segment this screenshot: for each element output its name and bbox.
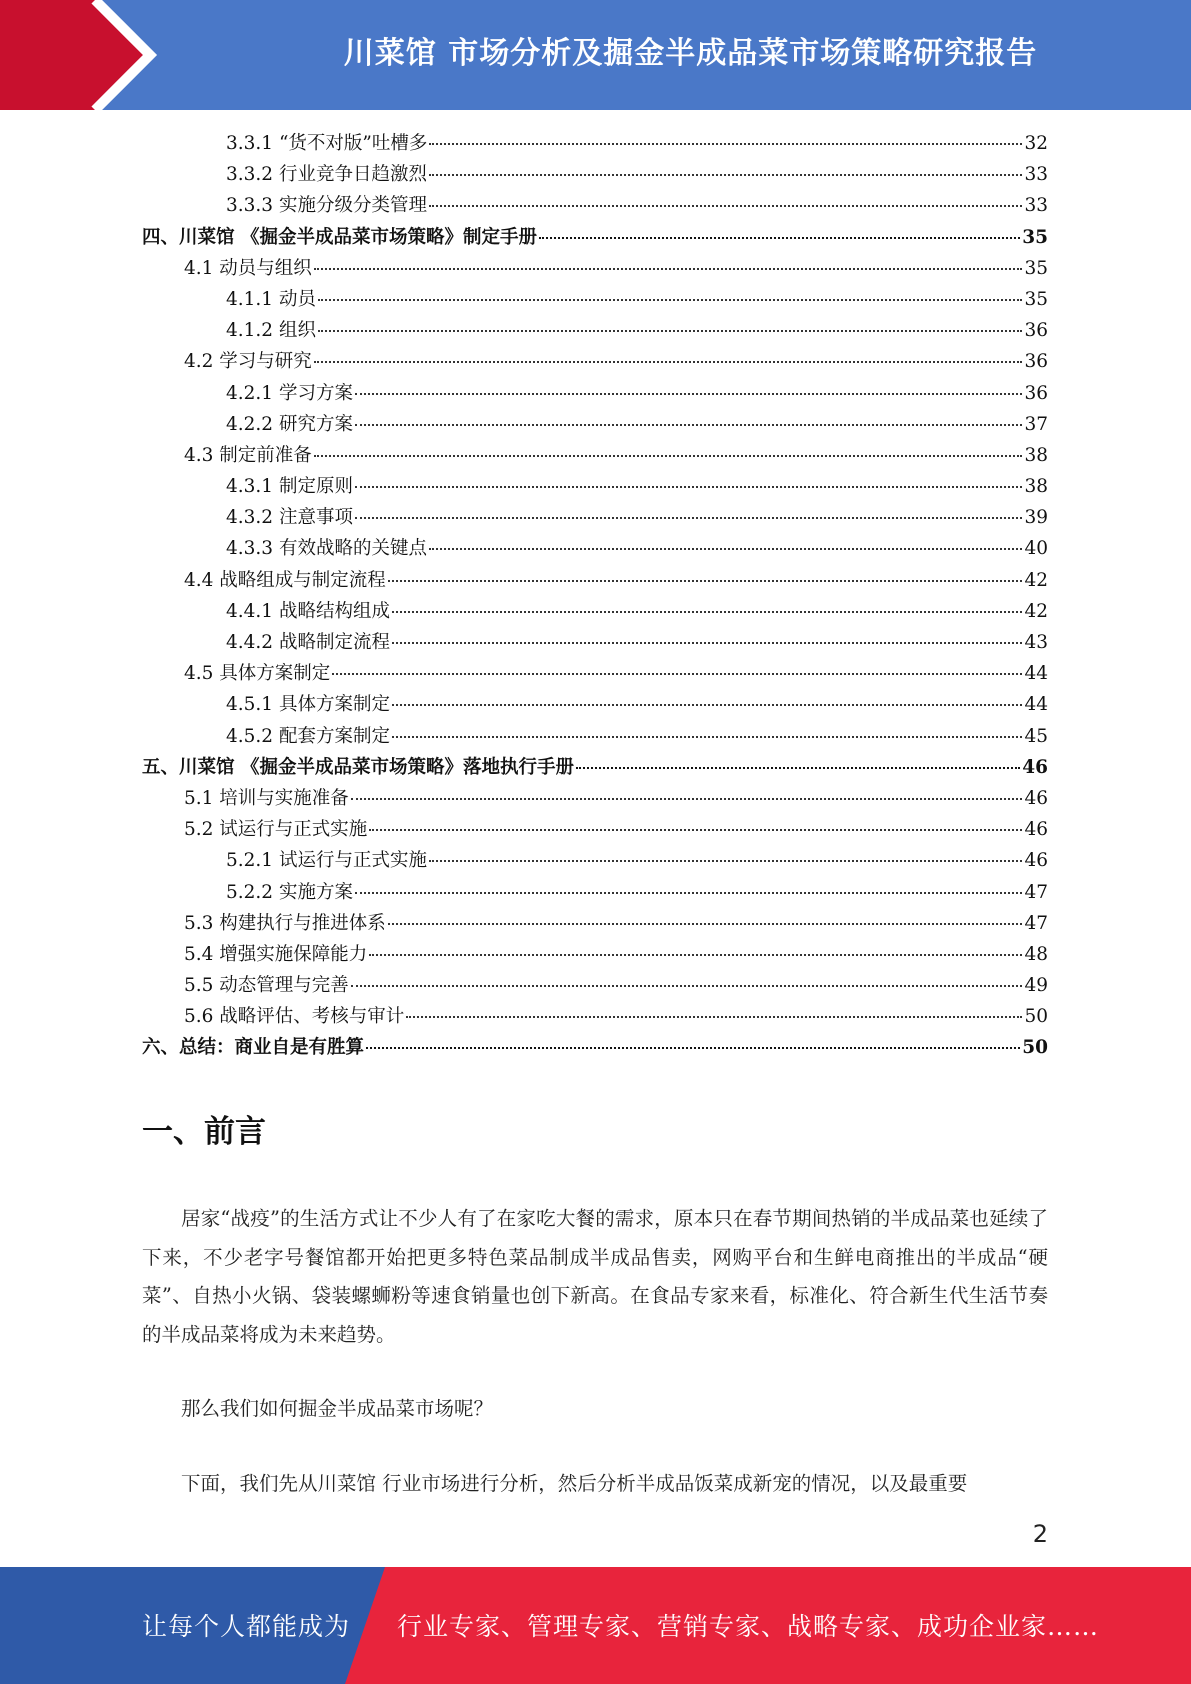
toc-dot-leader: [355, 516, 1023, 519]
footer-slogan-right: 行业专家、管理专家、营销专家、战略专家、成功企业家……: [397, 1612, 1100, 1641]
toc-entry-title: 4.1 动员与组织: [184, 257, 312, 279]
toc-dot-leader: [314, 267, 1023, 270]
toc-entry[interactable]: [142, 814, 1048, 845]
footer-slogan-left: 让每个人都能成为: [142, 1612, 351, 1641]
table-of-contents: [142, 128, 1048, 1064]
toc-dot-leader: [388, 922, 1023, 925]
toc-entry[interactable]: [142, 565, 1048, 596]
toc-dot-leader: [429, 142, 1022, 145]
toc-dot-leader: [318, 298, 1023, 301]
toc-entry-title: 4.3.1 制定原则: [226, 476, 353, 498]
toc-entry-title: 5.4 增强实施保障能力: [184, 943, 368, 965]
toc-dot-leader: [392, 610, 1022, 613]
toc-entry-title: 4.4.2 战略制定流程: [226, 632, 390, 653]
toc-entry[interactable]: [142, 970, 1048, 1001]
toc-entry[interactable]: [142, 222, 1048, 253]
toc-entry[interactable]: [142, 159, 1048, 190]
toc-entry[interactable]: [142, 315, 1048, 346]
toc-entry-page: 46: [1024, 850, 1048, 872]
page-header: [0, 0, 1191, 110]
toc-entry-title: 4.5 具体方案制定: [184, 663, 331, 685]
toc-entry-page: 42: [1024, 600, 1048, 622]
toc-entry-page: 45: [1024, 725, 1048, 747]
toc-dot-leader: [388, 579, 1023, 582]
toc-dot-leader: [318, 329, 1023, 332]
toc-entry[interactable]: [142, 378, 1048, 409]
toc-dot-leader: [429, 204, 1022, 207]
toc-entry-page: 47: [1024, 881, 1048, 903]
toc-dot-leader: [429, 859, 1022, 862]
toc-dot-leader: [539, 236, 1020, 239]
toc-entry[interactable]: [142, 440, 1048, 471]
toc-entry-page: 35: [1024, 257, 1048, 279]
toc-entry-page: 38: [1024, 476, 1048, 498]
toc-entry-title: 4.1.2 组织: [226, 320, 316, 342]
toc-entry[interactable]: [142, 1032, 1048, 1063]
toc-entry-page: 46: [1022, 756, 1048, 778]
toc-entry-title: 5.5 动态管理与完善: [184, 975, 349, 997]
toc-entry-title: 六、总结：商业自是有胜算: [142, 1037, 365, 1059]
toc-entry-page: 49: [1024, 975, 1048, 997]
toc-entry-title: 5.2.1 试运行与正式实施: [226, 850, 427, 872]
toc-dot-leader: [406, 1015, 1022, 1018]
toc-entry-page: 38: [1024, 444, 1048, 466]
toc-entry-page: 44: [1024, 694, 1048, 716]
body-paragraph: 那么我们如何掘金半成品菜市场呢？: [181, 1397, 494, 1420]
toc-entry[interactable]: [142, 471, 1048, 502]
toc-entry-page: 50: [1024, 1006, 1048, 1028]
toc-entry-page: 35: [1022, 226, 1048, 248]
toc-entry[interactable]: [142, 1001, 1048, 1032]
toc-entry-title: 四、川菜馆 《掘金半成品菜市场策略》制定手册: [142, 226, 537, 248]
toc-entry[interactable]: [142, 783, 1048, 814]
toc-entry-page: 37: [1024, 413, 1048, 435]
toc-entry[interactable]: [142, 409, 1048, 440]
toc-entry-page: 35: [1024, 288, 1048, 310]
toc-dot-leader: [351, 797, 1023, 800]
toc-entry-page: 39: [1024, 507, 1048, 529]
toc-dot-leader: [429, 173, 1022, 176]
toc-dot-leader: [369, 953, 1022, 956]
toc-dot-leader: [355, 392, 1023, 395]
toc-entry-page: 40: [1024, 538, 1048, 560]
toc-entry[interactable]: [142, 721, 1048, 752]
toc-entry-title: 4.2 学习与研究: [184, 351, 312, 373]
body-paragraph: 下面，我们先从川菜馆 行业市场进行分析，然后分析半成品饭菜成新宠的情况，以及最重要: [181, 1472, 968, 1495]
toc-entry-title: 4.3.2 注意事项: [226, 507, 353, 529]
toc-entry-page: 33: [1024, 195, 1048, 217]
toc-dot-leader: [355, 891, 1023, 894]
toc-entry[interactable]: [142, 877, 1048, 908]
toc-entry[interactable]: [142, 346, 1048, 377]
toc-entry[interactable]: [142, 689, 1048, 720]
toc-entry-title: 4.3.3 有效战略的关键点: [226, 538, 427, 560]
toc-entry-page: 33: [1024, 164, 1048, 186]
toc-entry[interactable]: [142, 658, 1048, 689]
toc-dot-leader: [576, 766, 1020, 769]
toc-entry-title: 5.3 构建执行与推进体系: [184, 912, 386, 934]
page-footer: [0, 1567, 1191, 1684]
toc-dot-leader: [355, 423, 1023, 426]
toc-entry-title: 4.4.1 战略结构组成: [226, 600, 390, 622]
toc-dot-leader: [392, 703, 1022, 706]
section-heading: 一、前言: [142, 1114, 266, 1150]
toc-entry-title: 5.2.2 实施方案: [226, 881, 353, 903]
toc-entry[interactable]: [142, 752, 1048, 783]
toc-dot-leader: [314, 360, 1023, 363]
toc-entry[interactable]: [142, 533, 1048, 564]
toc-entry-title: 3.3.1 “货不对版”吐槽多: [226, 133, 428, 154]
toc-entry-title: 3.3.3 实施分级分类管理: [226, 195, 427, 217]
page-number: 2: [1032, 1520, 1048, 1548]
toc-entry-title: 4.5.2 配套方案制定: [226, 725, 390, 747]
toc-entry-page: 44: [1024, 663, 1048, 685]
toc-dot-leader: [314, 454, 1023, 457]
toc-entry-page: 32: [1024, 133, 1048, 154]
toc-entry-title: 4.4 战略组成与制定流程: [184, 569, 386, 591]
toc-entry[interactable]: [142, 284, 1048, 315]
toc-entry[interactable]: [142, 845, 1048, 876]
toc-entry-title: 五、川菜馆 《掘金半成品菜市场策略》落地执行手册: [142, 756, 574, 778]
toc-dot-leader: [366, 1046, 1020, 1049]
toc-entry-title: 4.3 制定前准备: [184, 444, 312, 466]
toc-dot-leader: [351, 984, 1023, 987]
toc-entry[interactable]: [142, 128, 1048, 159]
toc-entry-title: 4.5.1 具体方案制定: [226, 694, 390, 716]
toc-entry-page: 50: [1022, 1037, 1048, 1059]
toc-entry-page: 36: [1024, 382, 1048, 404]
toc-entry[interactable]: [142, 502, 1048, 533]
toc-entry-title: 5.1 培训与实施准备: [184, 787, 349, 809]
toc-entry[interactable]: [142, 253, 1048, 284]
toc-entry-title: 4.2.1 学习方案: [226, 382, 353, 404]
toc-dot-leader: [369, 828, 1022, 831]
toc-entry-page: 47: [1024, 912, 1048, 934]
toc-entry-title: 5.2 试运行与正式实施: [184, 819, 368, 841]
toc-entry-page: 42: [1024, 569, 1048, 591]
toc-dot-leader: [355, 485, 1023, 488]
toc-entry[interactable]: [142, 627, 1048, 658]
toc-dot-leader: [392, 735, 1022, 738]
toc-dot-leader: [392, 641, 1022, 644]
toc-entry-page: 48: [1024, 943, 1048, 965]
toc-entry[interactable]: [142, 908, 1048, 939]
toc-entry-page: 43: [1024, 632, 1048, 653]
toc-entry-page: 36: [1024, 351, 1048, 373]
toc-entry-page: 46: [1024, 787, 1048, 809]
toc-dot-leader: [429, 547, 1022, 550]
toc-entry[interactable]: [142, 939, 1048, 970]
toc-entry-page: 46: [1024, 819, 1048, 841]
toc-entry[interactable]: [142, 190, 1048, 221]
toc-entry-title: 4.2.2 研究方案: [226, 413, 353, 435]
body-paragraph: 居家“战疫”的生活方式让不少人有了在家吃大餐的需求，原本只在春节期间热销的半成品菜也延续了下来，不少老字号餐馆都开始把更多特色菜品制成半成品售卖，网购平台和生鲜电商推出的半成品“硬菜”、自热小火锅、袋装螺蛳粉等速食销量也创下新高。在食品专家来看，标准化、符合新生代生活节奏的半成品菜将成为未来趋势。: [142, 1207, 1048, 1346]
toc-dot-leader: [332, 672, 1022, 675]
toc-entry-title: 5.6 战略评估、考核与审计: [184, 1006, 405, 1028]
header-title: 川菜馆 市场分析及掘金半成品菜市场策略研究报告: [343, 36, 1038, 71]
toc-entry-title: 3.3.2 行业竞争日趋激烈: [226, 164, 427, 186]
toc-entry-page: 36: [1024, 320, 1048, 342]
toc-entry-title: 4.1.1 动员: [226, 288, 316, 310]
toc-entry[interactable]: [142, 596, 1048, 627]
